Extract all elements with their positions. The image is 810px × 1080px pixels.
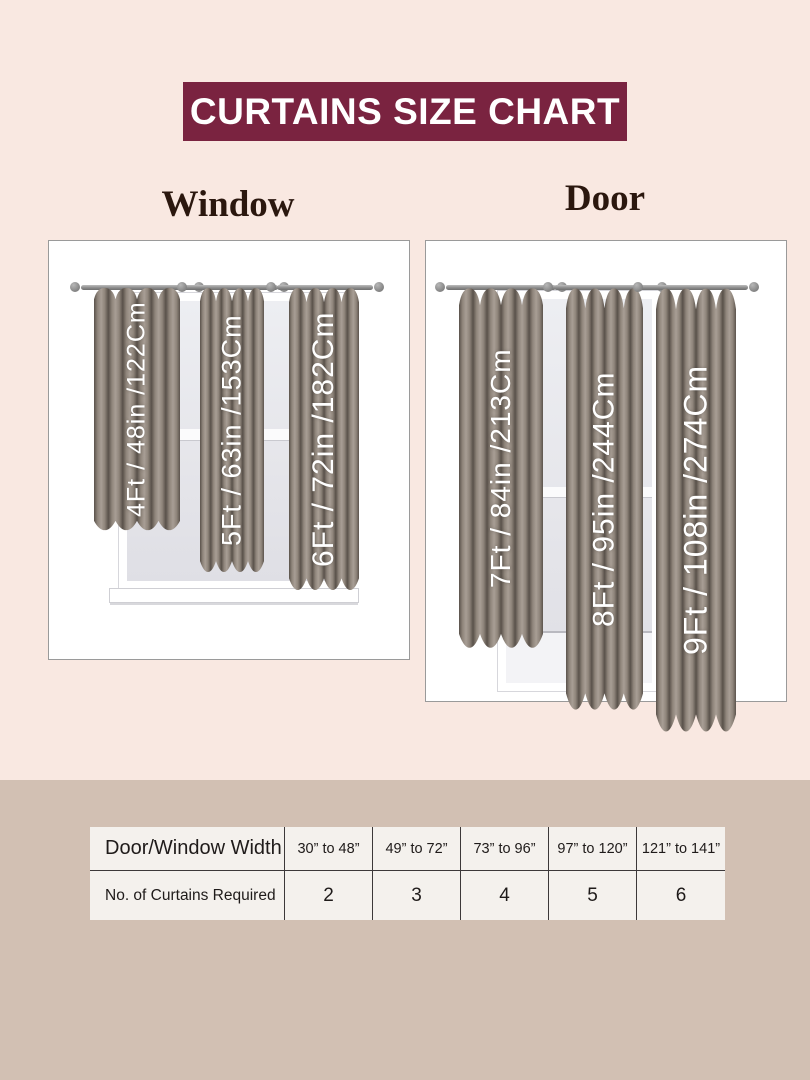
curtain-size-label-9ft: 9Ft / 108in /274Cm (677, 364, 714, 656)
curtain-size-label-7ft: 7Ft / 84in /213Cm (485, 348, 516, 588)
curtain-5ft (200, 287, 264, 573)
curtain-size-label-8ft: 8Ft / 95in /244Cm (587, 371, 621, 627)
table-width-range-3: 73” to 96” (461, 827, 549, 871)
curtain-size-label-5ft: 5Ft / 63in /153Cm (216, 314, 247, 546)
table-count-1: 2 (285, 871, 373, 920)
title-banner (183, 82, 627, 141)
page-title: CURTAINS SIZE CHART (189, 90, 621, 132)
curtain-size-label-4ft: 4Ft / 48in /122Cm (122, 301, 151, 517)
door-illustration-panel (425, 240, 787, 702)
table-count-4: 5 (549, 871, 637, 920)
curtain-count-table (90, 827, 725, 920)
curtain-7ft (459, 287, 543, 649)
table-count-5: 6 (637, 871, 725, 920)
table-width-range-4: 97” to 120” (549, 827, 637, 871)
table-count-3: 4 (461, 871, 549, 920)
tan-background-band (0, 780, 810, 1080)
window-illustration-panel (48, 240, 410, 660)
curtain-4ft (94, 287, 180, 531)
table-width-range-2: 49” to 72” (373, 827, 461, 871)
table-width-range-1: 30” to 48” (285, 827, 373, 871)
window-section-heading: Window (161, 184, 295, 225)
table-count-row-label: No. of Curtains Required (90, 871, 285, 920)
table-header-width-label: Door/Window Width (90, 827, 285, 871)
curtain-size-label-6ft: 6Ft / 72in /182Cm (307, 311, 340, 567)
door-section-heading: Door (564, 178, 646, 219)
table-count-2: 3 (373, 871, 461, 920)
curtain-6ft (289, 287, 359, 591)
curtain-9ft (656, 287, 736, 733)
table-width-range-5: 121” to 141” (637, 827, 725, 871)
curtain-8ft (566, 287, 643, 711)
